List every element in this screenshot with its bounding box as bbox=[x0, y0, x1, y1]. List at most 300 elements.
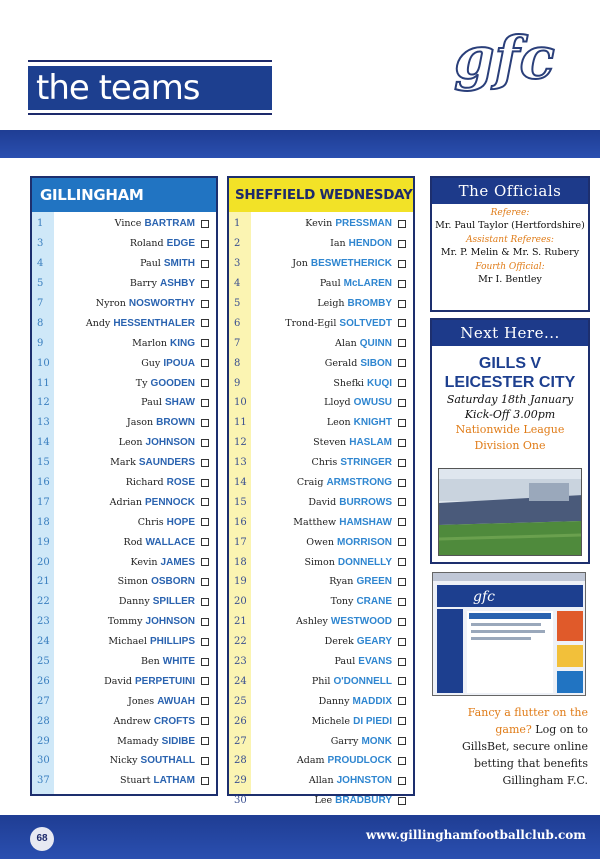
player-number: 8 bbox=[37, 317, 44, 329]
selection-checkbox[interactable] bbox=[201, 459, 209, 467]
player-row bbox=[32, 771, 216, 791]
player-row bbox=[229, 771, 413, 791]
player-number: 7 bbox=[234, 337, 241, 349]
league-line2: Division One bbox=[474, 439, 546, 452]
player-name bbox=[54, 676, 201, 687]
player-last-name: JOHNSTON bbox=[336, 775, 392, 787]
selection-checkbox[interactable] bbox=[201, 379, 209, 387]
player-name bbox=[54, 537, 201, 548]
selection-checkbox[interactable] bbox=[398, 757, 406, 765]
player-last-name: HENDON bbox=[348, 238, 392, 250]
player-name bbox=[54, 596, 201, 607]
player-number: 24 bbox=[37, 636, 50, 648]
officials-title: The Officials bbox=[432, 178, 588, 204]
player-first-name: Adam bbox=[296, 755, 325, 767]
player-last-name: BURROWS bbox=[339, 496, 392, 508]
player-row bbox=[229, 512, 413, 532]
player-name bbox=[251, 576, 398, 587]
player-first-name: Nyron bbox=[95, 298, 126, 309]
selection-checkbox[interactable] bbox=[398, 598, 406, 606]
player-number: 20 bbox=[37, 556, 50, 568]
player-first-name: Paul bbox=[140, 258, 161, 270]
selection-checkbox[interactable] bbox=[398, 359, 406, 367]
player-first-name: Garry bbox=[330, 735, 359, 747]
svg-text:gfc: gfc bbox=[454, 26, 555, 92]
selection-checkbox[interactable] bbox=[201, 220, 209, 228]
player-name bbox=[251, 537, 398, 548]
selection-checkbox[interactable] bbox=[398, 638, 406, 646]
selection-checkbox[interactable] bbox=[398, 558, 406, 566]
player-first-name: Leon bbox=[326, 417, 351, 429]
player-number: 11 bbox=[234, 417, 247, 429]
club-logo-icon bbox=[448, 26, 582, 110]
player-last-name: McLAREN bbox=[343, 278, 392, 290]
player-name bbox=[54, 576, 201, 587]
promo-line5: Gillingham F.C. bbox=[502, 774, 588, 787]
selection-checkbox[interactable] bbox=[398, 459, 406, 467]
player-name bbox=[251, 596, 398, 607]
player-first-name: Kevin bbox=[130, 556, 158, 568]
player-last-name: SIDIBE bbox=[161, 735, 195, 747]
player-first-name: Roland bbox=[129, 238, 164, 250]
player-number: 26 bbox=[234, 715, 247, 727]
player-first-name: Trond-Egil bbox=[285, 317, 337, 329]
player-number: 14 bbox=[234, 477, 247, 489]
sheffield-team-panel bbox=[227, 176, 415, 807]
player-first-name: Rod bbox=[123, 536, 143, 548]
player-first-name: Steven bbox=[313, 437, 347, 449]
selection-checkbox[interactable] bbox=[398, 419, 406, 427]
selection-checkbox[interactable] bbox=[398, 618, 406, 626]
player-name bbox=[251, 616, 398, 627]
player-last-name: HOPE bbox=[166, 516, 195, 528]
player-number: 11 bbox=[37, 377, 50, 389]
player-last-name: WHITE bbox=[162, 656, 195, 668]
selection-checkbox[interactable] bbox=[201, 777, 209, 785]
player-number: 17 bbox=[37, 496, 50, 508]
svg-text:gfc: gfc bbox=[473, 589, 495, 605]
player-number: 10 bbox=[37, 357, 50, 369]
gillsbet-website-image bbox=[432, 572, 586, 696]
player-first-name: Allan bbox=[308, 775, 334, 787]
player-first-name: Barry bbox=[129, 278, 157, 290]
player-first-name: Ian bbox=[330, 238, 346, 250]
player-number: 8 bbox=[234, 357, 241, 369]
selection-checkbox[interactable] bbox=[201, 339, 209, 347]
player-first-name: Matthew bbox=[293, 516, 337, 528]
player-name bbox=[251, 218, 398, 229]
player-first-name: Leigh bbox=[317, 298, 345, 309]
player-last-name: KING bbox=[170, 337, 195, 349]
player-number: 25 bbox=[234, 695, 247, 707]
player-row bbox=[32, 413, 216, 433]
selection-checkbox[interactable] bbox=[398, 339, 406, 347]
player-name bbox=[251, 755, 398, 766]
player-row bbox=[32, 512, 216, 532]
player-number: 26 bbox=[37, 675, 50, 687]
player-first-name: Paul bbox=[334, 656, 356, 668]
player-first-name: Chris bbox=[137, 516, 164, 528]
player-row bbox=[229, 691, 413, 711]
selection-checkbox[interactable] bbox=[398, 737, 406, 745]
selection-checkbox[interactable] bbox=[201, 439, 209, 447]
selection-checkbox[interactable] bbox=[201, 419, 209, 427]
player-first-name: Jason bbox=[126, 417, 154, 429]
player-first-name: Guy bbox=[141, 357, 161, 369]
player-first-name: Richard bbox=[125, 477, 164, 489]
player-name bbox=[54, 358, 201, 369]
player-last-name: KUQI bbox=[367, 377, 392, 389]
selection-checkbox[interactable] bbox=[201, 399, 209, 407]
player-row bbox=[229, 453, 413, 473]
player-first-name: Paul bbox=[141, 397, 162, 409]
selection-checkbox[interactable] bbox=[201, 479, 209, 487]
assistants-names: Mr. P. Melin & Mr. S. Rubery bbox=[440, 247, 580, 258]
player-last-name: MORRISON bbox=[337, 536, 392, 548]
selection-checkbox[interactable] bbox=[398, 240, 406, 248]
player-first-name: Marlon bbox=[132, 337, 167, 349]
player-number: 5 bbox=[37, 278, 44, 290]
player-number: 15 bbox=[234, 496, 247, 508]
player-number: 9 bbox=[37, 337, 44, 349]
player-row bbox=[229, 612, 413, 632]
player-last-name: PENNOCK bbox=[144, 496, 195, 508]
player-number: 4 bbox=[234, 278, 241, 290]
player-first-name: Craig bbox=[296, 477, 324, 489]
player-row bbox=[229, 492, 413, 512]
selection-checkbox[interactable] bbox=[201, 280, 209, 288]
player-number: 27 bbox=[37, 695, 50, 707]
player-name bbox=[54, 238, 201, 249]
player-row bbox=[229, 572, 413, 592]
player-row bbox=[229, 532, 413, 552]
player-last-name: ASHBY bbox=[159, 278, 195, 290]
selection-checkbox[interactable] bbox=[201, 737, 209, 745]
selection-checkbox[interactable] bbox=[201, 359, 209, 367]
player-row bbox=[229, 791, 413, 811]
player-number: 12 bbox=[37, 397, 50, 409]
player-last-name: CROFTS bbox=[153, 715, 195, 727]
selection-checkbox[interactable] bbox=[398, 498, 406, 506]
selection-checkbox[interactable] bbox=[398, 717, 406, 725]
player-number: 16 bbox=[37, 477, 50, 489]
player-first-name: David bbox=[308, 496, 337, 508]
player-first-name: Ashley bbox=[295, 616, 328, 628]
player-last-name: NOSWORTHY bbox=[128, 298, 195, 309]
player-last-name: IPOUA bbox=[163, 357, 195, 369]
selection-checkbox[interactable] bbox=[201, 717, 209, 725]
player-row bbox=[32, 333, 216, 353]
player-last-name: SHAW bbox=[165, 397, 195, 409]
player-number: 27 bbox=[234, 735, 247, 747]
player-row bbox=[229, 353, 413, 373]
player-name bbox=[251, 457, 398, 468]
player-number: 1 bbox=[37, 218, 44, 230]
player-name bbox=[54, 736, 201, 747]
sheffield-player-list bbox=[229, 214, 413, 811]
player-first-name: Kevin bbox=[305, 218, 333, 230]
player-row bbox=[229, 433, 413, 453]
player-last-name: CRANE bbox=[356, 596, 392, 608]
player-row bbox=[32, 731, 216, 751]
player-number: 25 bbox=[37, 656, 50, 668]
player-last-name: GOODEN bbox=[150, 377, 195, 389]
player-first-name: Shefki bbox=[333, 377, 364, 389]
player-row bbox=[229, 413, 413, 433]
player-last-name: GEARY bbox=[356, 636, 392, 648]
selection-checkbox[interactable] bbox=[201, 498, 209, 506]
selection-checkbox[interactable] bbox=[398, 479, 406, 487]
player-number: 28 bbox=[37, 715, 50, 727]
player-name bbox=[251, 795, 398, 806]
player-row bbox=[32, 234, 216, 254]
player-number: 5 bbox=[234, 298, 241, 309]
player-number: 4 bbox=[37, 258, 44, 270]
selection-checkbox[interactable] bbox=[201, 618, 209, 626]
player-name bbox=[54, 318, 201, 329]
player-last-name: KNIGHT bbox=[353, 417, 392, 429]
selection-checkbox[interactable] bbox=[398, 280, 406, 288]
header-rule-top bbox=[28, 60, 272, 62]
player-last-name: SMITH bbox=[163, 258, 195, 270]
player-number: 3 bbox=[234, 258, 241, 270]
player-row bbox=[32, 492, 216, 512]
player-row bbox=[229, 552, 413, 572]
player-name bbox=[251, 238, 398, 249]
player-name bbox=[54, 636, 201, 647]
player-row bbox=[32, 652, 216, 672]
player-number: 7 bbox=[37, 298, 44, 309]
player-name bbox=[54, 338, 201, 349]
player-name bbox=[54, 716, 201, 727]
player-name bbox=[54, 417, 201, 428]
player-number: 22 bbox=[37, 596, 50, 608]
player-name bbox=[251, 775, 398, 786]
player-number: 2 bbox=[234, 238, 241, 250]
selection-checkbox[interactable] bbox=[201, 558, 209, 566]
player-row bbox=[32, 572, 216, 592]
player-first-name: Leon bbox=[118, 437, 143, 449]
player-row bbox=[32, 711, 216, 731]
player-name bbox=[54, 378, 201, 389]
selection-checkbox[interactable] bbox=[201, 638, 209, 646]
selection-checkbox[interactable] bbox=[398, 697, 406, 705]
player-name bbox=[251, 417, 398, 428]
player-last-name: JOHNSON bbox=[145, 616, 195, 628]
selection-checkbox[interactable] bbox=[398, 658, 406, 666]
player-row bbox=[32, 632, 216, 652]
player-last-name: ROSE bbox=[166, 477, 195, 489]
player-number: 29 bbox=[37, 735, 50, 747]
player-number: 28 bbox=[234, 755, 247, 767]
player-name bbox=[54, 457, 201, 468]
selection-checkbox[interactable] bbox=[398, 797, 406, 805]
selection-checkbox[interactable] bbox=[398, 260, 406, 268]
selection-checkbox[interactable] bbox=[201, 240, 209, 248]
selection-checkbox[interactable] bbox=[398, 538, 406, 546]
player-row bbox=[32, 214, 216, 234]
player-row bbox=[32, 592, 216, 612]
selection-checkbox[interactable] bbox=[201, 598, 209, 606]
player-name bbox=[54, 497, 201, 508]
player-last-name: EVANS bbox=[358, 656, 392, 668]
player-number: 13 bbox=[37, 417, 50, 429]
promo-line1: Fancy a flutter on the bbox=[467, 706, 588, 719]
player-last-name: BARTRAM bbox=[144, 218, 195, 230]
player-number: 9 bbox=[234, 377, 241, 389]
selection-checkbox[interactable] bbox=[201, 319, 209, 327]
player-first-name: Stuart bbox=[120, 775, 151, 787]
player-first-name: Tony bbox=[330, 596, 354, 608]
player-row bbox=[32, 433, 216, 453]
player-number: 16 bbox=[234, 516, 247, 528]
player-row bbox=[32, 552, 216, 572]
player-first-name: Simon bbox=[304, 556, 335, 568]
player-row bbox=[229, 254, 413, 274]
player-row bbox=[32, 313, 216, 333]
fourth-official-name: Mr I. Bentley bbox=[478, 274, 542, 285]
player-row bbox=[229, 333, 413, 353]
player-number: 13 bbox=[234, 457, 247, 469]
player-number: 29 bbox=[234, 775, 247, 787]
player-first-name: Gerald bbox=[324, 357, 358, 369]
player-first-name: Phil bbox=[311, 675, 331, 687]
gillingham-player-list bbox=[32, 214, 216, 791]
player-name bbox=[251, 716, 398, 727]
player-name bbox=[54, 616, 201, 627]
selection-checkbox[interactable] bbox=[201, 697, 209, 705]
selection-checkbox[interactable] bbox=[398, 399, 406, 407]
player-number: 23 bbox=[234, 656, 247, 668]
player-last-name: HESSENTHALER bbox=[113, 317, 195, 329]
player-name bbox=[251, 258, 398, 269]
selection-checkbox[interactable] bbox=[398, 777, 406, 785]
player-first-name: Michael bbox=[108, 636, 147, 648]
player-last-name: JOHNSON bbox=[145, 437, 195, 449]
player-last-name: HAMSHAW bbox=[339, 516, 392, 528]
selection-checkbox[interactable] bbox=[201, 757, 209, 765]
player-last-name: OWUSU bbox=[353, 397, 392, 409]
player-number: 23 bbox=[37, 616, 50, 628]
player-name bbox=[251, 358, 398, 369]
player-first-name: Andrew bbox=[113, 715, 151, 727]
selection-checkbox[interactable] bbox=[398, 439, 406, 447]
player-last-name: BRADBURY bbox=[335, 795, 392, 807]
player-last-name: HASLAM bbox=[349, 437, 392, 449]
player-name bbox=[251, 437, 398, 448]
selection-checkbox[interactable] bbox=[201, 260, 209, 268]
gillingham-title: GILLINGHAM bbox=[32, 178, 216, 212]
player-last-name: SAUNDERS bbox=[138, 457, 195, 469]
player-row bbox=[229, 652, 413, 672]
selection-checkbox[interactable] bbox=[398, 300, 406, 308]
player-last-name: WESTWOOD bbox=[330, 616, 392, 628]
player-last-name: SOUTHALL bbox=[140, 755, 195, 767]
promo-line2 bbox=[436, 721, 588, 738]
player-name bbox=[54, 557, 201, 568]
player-last-name: BROWN bbox=[156, 417, 195, 429]
player-last-name: GREEN bbox=[356, 576, 392, 588]
next-match-panel bbox=[430, 318, 590, 564]
selection-checkbox[interactable] bbox=[398, 319, 406, 327]
player-row bbox=[32, 373, 216, 393]
player-row bbox=[32, 671, 216, 691]
selection-checkbox[interactable] bbox=[201, 300, 209, 308]
player-number: 22 bbox=[234, 636, 247, 648]
player-first-name: Chris bbox=[311, 457, 338, 469]
player-last-name: O'DONNELL bbox=[333, 675, 392, 687]
player-number: 30 bbox=[234, 795, 247, 807]
selection-checkbox[interactable] bbox=[201, 677, 209, 685]
selection-checkbox[interactable] bbox=[398, 379, 406, 387]
player-first-name: Ty bbox=[135, 377, 148, 389]
player-last-name: LATHAM bbox=[153, 775, 195, 787]
player-number: 17 bbox=[234, 536, 247, 548]
player-row bbox=[229, 711, 413, 731]
player-name bbox=[251, 397, 398, 408]
player-row bbox=[229, 473, 413, 493]
player-first-name: David bbox=[104, 675, 132, 687]
next-match-date: Saturday 18th January bbox=[446, 393, 574, 406]
selection-checkbox[interactable] bbox=[398, 220, 406, 228]
player-row bbox=[229, 214, 413, 234]
player-name bbox=[251, 736, 398, 747]
selection-checkbox[interactable] bbox=[398, 578, 406, 586]
player-first-name: Tommy bbox=[107, 616, 143, 628]
player-first-name: Owen bbox=[306, 536, 334, 548]
player-row bbox=[32, 294, 216, 314]
player-name bbox=[54, 437, 201, 448]
player-name bbox=[251, 298, 398, 309]
player-first-name: Andy bbox=[85, 317, 111, 329]
player-last-name: DONNELLY bbox=[337, 556, 392, 568]
sheffield-title: SHEFFIELD WEDNESDAY bbox=[229, 178, 413, 212]
player-name bbox=[54, 298, 201, 309]
player-name bbox=[251, 497, 398, 508]
player-first-name: Jones bbox=[128, 695, 155, 707]
next-match-kickoff: Kick-Off 3.00pm bbox=[464, 408, 556, 421]
header-rule-bottom bbox=[28, 113, 272, 115]
selection-checkbox[interactable] bbox=[398, 677, 406, 685]
player-first-name: Lloyd bbox=[324, 397, 351, 409]
promo-line3: GillsBet, secure online bbox=[462, 740, 588, 753]
player-number: 21 bbox=[234, 616, 247, 628]
assistants-label: Assistant Referees: bbox=[466, 235, 554, 245]
selection-checkbox[interactable] bbox=[201, 658, 209, 666]
player-name bbox=[251, 696, 398, 707]
player-last-name: EDGE bbox=[166, 238, 195, 250]
selection-checkbox[interactable] bbox=[398, 518, 406, 526]
selection-checkbox[interactable] bbox=[201, 578, 209, 586]
player-name bbox=[251, 278, 398, 289]
promo-line2-rest: Log on to bbox=[531, 723, 588, 736]
player-name bbox=[54, 656, 201, 667]
website-url[interactable]: www.gillinghamfootballclub.com bbox=[365, 828, 586, 842]
player-number: 1 bbox=[234, 218, 241, 230]
selection-checkbox[interactable] bbox=[201, 518, 209, 526]
player-first-name: Mark bbox=[110, 457, 136, 469]
player-last-name: BESWETHERICK bbox=[310, 258, 392, 270]
player-name bbox=[54, 258, 201, 269]
player-row bbox=[229, 592, 413, 612]
player-row bbox=[229, 274, 413, 294]
stadium-photo bbox=[438, 468, 582, 556]
player-number: 18 bbox=[37, 516, 50, 528]
player-first-name: Alan bbox=[335, 337, 357, 349]
league-line1: Nationwide League bbox=[455, 423, 565, 436]
player-name bbox=[251, 477, 398, 488]
selection-checkbox[interactable] bbox=[201, 538, 209, 546]
